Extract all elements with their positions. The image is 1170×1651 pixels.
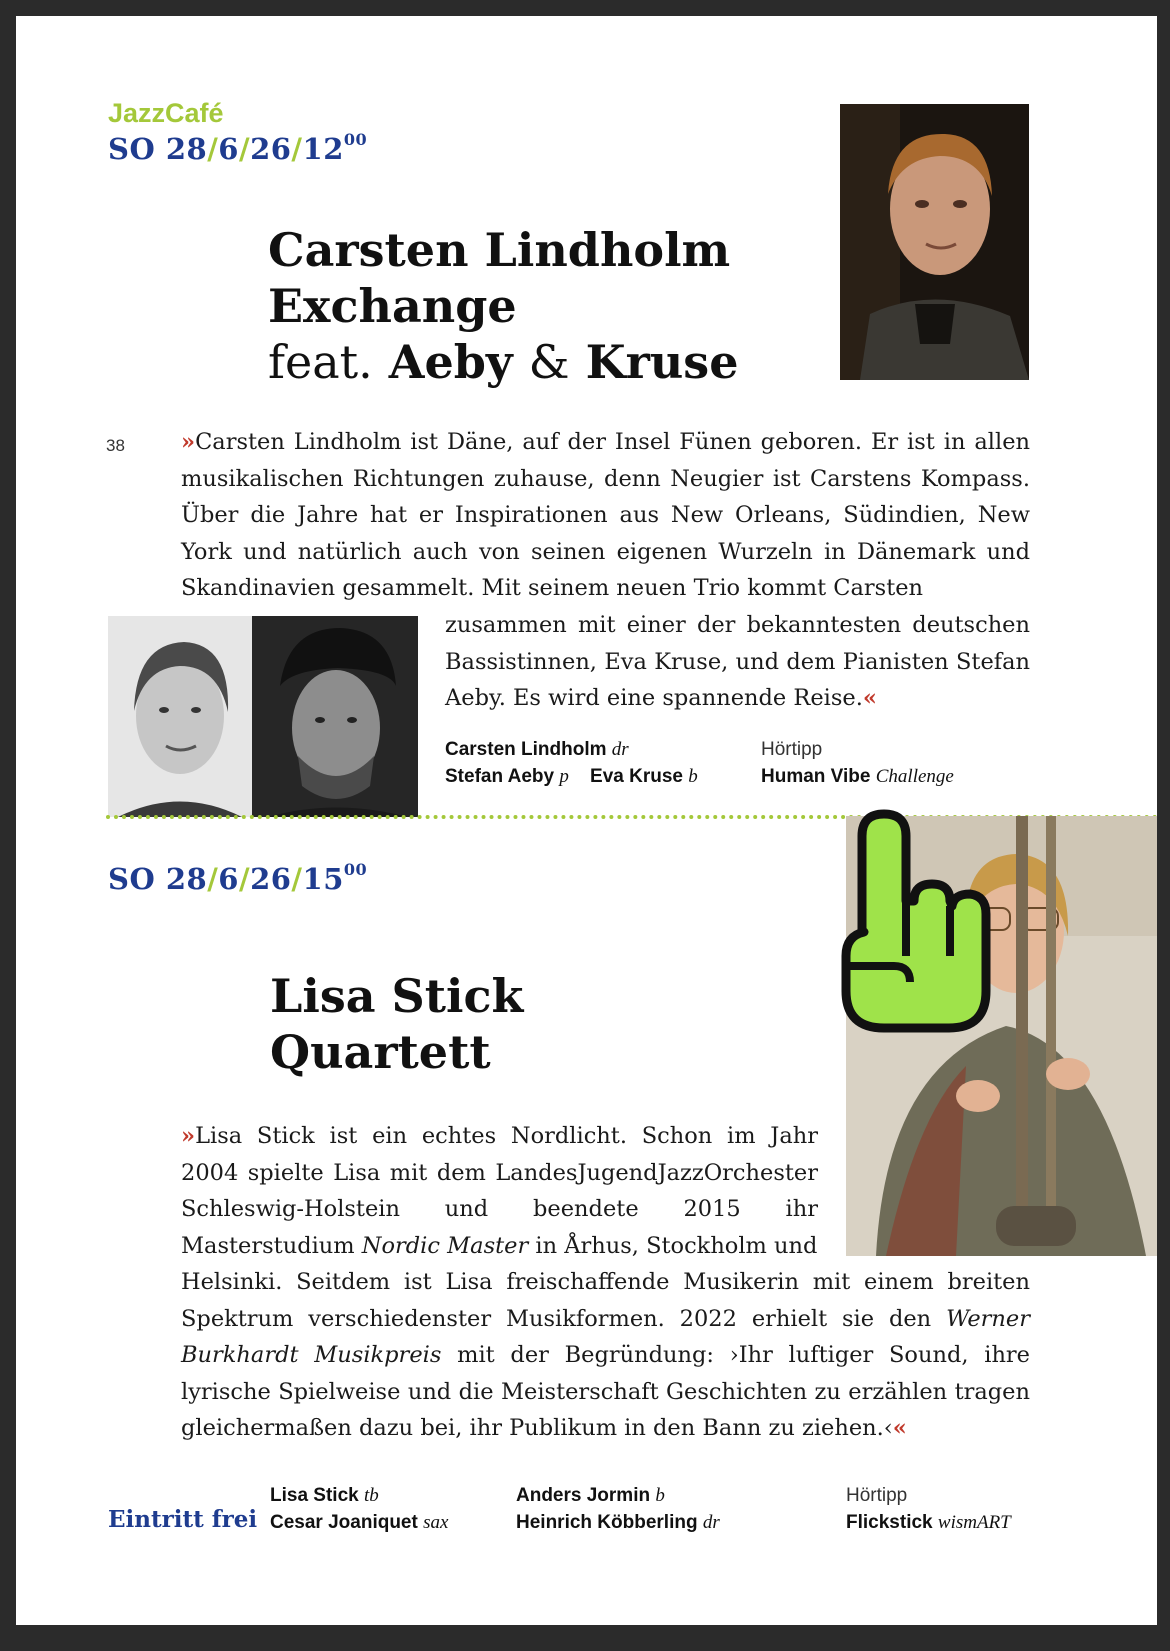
musician-name: Heinrich Köbberling	[516, 1512, 698, 1533]
date-y: 26	[250, 862, 292, 896]
hoertipp-label: Hörtipp	[761, 739, 823, 760]
date-y: 26	[250, 132, 292, 166]
event2-title	[270, 968, 523, 1080]
event1-text-cont-span: zusammen mit einer der bekanntesten deutschen Bassistinnen, Eva Kruse, und dem Pianisten Stefan Aeby. Es wird eine spannende Reise.	[445, 612, 1030, 712]
title-line2: Exchange	[268, 279, 517, 333]
hoertipp-album: wismART	[937, 1512, 1011, 1533]
date-slash: /	[207, 132, 219, 166]
musician-name: Eva Kruse	[590, 766, 683, 787]
musician-name: Carsten Lindholm	[445, 739, 607, 760]
title-name2: Kruse	[585, 335, 739, 389]
musician-instrument: b	[655, 1485, 665, 1506]
musician-instrument: p	[559, 766, 569, 787]
date-slash: /	[238, 132, 251, 166]
musician-instrument: tb	[364, 1485, 379, 1506]
musician-name: Anders Jormin	[516, 1485, 651, 1506]
pointing-hand-icon	[834, 806, 994, 1036]
musician-instrument: dr	[611, 739, 629, 760]
date-hour: 15	[302, 862, 344, 896]
event2-text-p2-end: mit der Begründung: ›Ihr luftiger Sound, ihre lyrische Spielweise und die Meisterschaft Geschichten zu erzählen tragen gleichermaßen dazu bei, ihr Publikum in den Bann zu ziehen.‹	[181, 1342, 1030, 1442]
date-min: 00	[343, 860, 368, 879]
event1-date	[108, 132, 367, 166]
musician-name: Lisa Stick	[270, 1485, 359, 1506]
title-amp: &	[528, 335, 570, 389]
title-line2: Quartett	[270, 1025, 491, 1079]
musician-instrument: b	[688, 766, 698, 787]
musician-instrument: dr	[702, 1512, 720, 1533]
musician-instrument: sax	[423, 1512, 449, 1533]
event2-musicians-col2	[516, 1482, 720, 1536]
musician-name: Cesar Joaniquet	[270, 1512, 418, 1533]
date-slash: /	[207, 862, 219, 896]
quote-close: «	[862, 685, 877, 712]
event2-text-p1-span: Lisa Stick ist ein echtes Nordlicht. Schon im Jahr 2004 spielte Lisa mit dem LandesJugendJazzOrchester Schleswig-Holstein und beendete 2015 ihr Masterstudium	[181, 1123, 818, 1259]
title-line1: Carsten Lindholm	[268, 223, 731, 277]
date-slash: /	[291, 132, 303, 166]
event2-text-p2-span: Helsinki. Seitdem ist Lisa freischaffende Musikerin mit einem breiten Spektrum verschiedenster Musikformen. 2022 erhielt sie den	[181, 1269, 1030, 1332]
event1-hoertipp	[761, 736, 954, 790]
event1-text-cont	[445, 607, 1030, 717]
title-name1: Aeby	[388, 335, 513, 389]
event2-text-p2-italic: Werner Burkhardt Musikpreis	[181, 1305, 1030, 1369]
date-d: 28	[165, 862, 208, 896]
event2-musicians-col1	[270, 1482, 448, 1536]
event2-text-p1	[181, 1118, 818, 1264]
carsten-portrait	[840, 104, 1029, 380]
event1-title	[268, 222, 738, 390]
quote-open: »	[181, 429, 196, 455]
quote-close: «	[892, 1415, 907, 1442]
page-number: 38	[106, 436, 125, 455]
date-slash: /	[238, 862, 251, 896]
event2-text-p1-end: in Århus, Stockholm und	[535, 1232, 818, 1259]
hoertipp-artist: Flickstick	[846, 1512, 933, 1533]
event1-text-main: Carsten Lindholm ist Däne, auf der Insel Fünen geboren. Er ist in allen musikalischen Richtungen zuhause, denn Neugier ist Carstens Kompass. Über die Jahre hat er Inspirationen aus New Orleans, Südindien, New York und natürlich auch von seinen eigenen Wurzeln in Dänemark und Skandinavien gesammelt. Mit seinem neuen Trio kommt Carsten	[181, 429, 1030, 602]
event2-date	[108, 862, 367, 896]
hoertipp-album: Challenge	[875, 766, 954, 787]
date-m: 6	[218, 862, 239, 896]
event2-hoertipp	[846, 1482, 1011, 1536]
admission-label: Eintritt frei	[108, 1506, 258, 1533]
event1-musicians	[445, 736, 698, 790]
kruse-aeby-portraits	[108, 616, 418, 817]
event2-text-p2	[181, 1264, 1030, 1447]
event2-text-p1-italic: Nordic Master	[361, 1232, 529, 1259]
date-m: 6	[218, 132, 239, 166]
title-line1: Lisa Stick	[270, 969, 524, 1023]
hoertipp-label: Hörtipp	[846, 1485, 908, 1506]
musician-name: Stefan Aeby	[445, 766, 555, 787]
date-min: 00	[343, 130, 368, 149]
date-slash: /	[291, 862, 303, 896]
date-d: 28	[165, 132, 208, 166]
title-feat: feat.	[268, 335, 373, 389]
date-hour: 12	[302, 132, 344, 166]
event1-text	[181, 424, 1030, 607]
hoertipp-artist: Human Vibe	[761, 766, 871, 787]
venue-label: JazzCafé	[108, 98, 224, 128]
program-page	[16, 16, 1157, 1625]
quote-open: »	[181, 1123, 196, 1149]
date-day: SO	[108, 862, 156, 896]
date-day: SO	[108, 132, 156, 166]
